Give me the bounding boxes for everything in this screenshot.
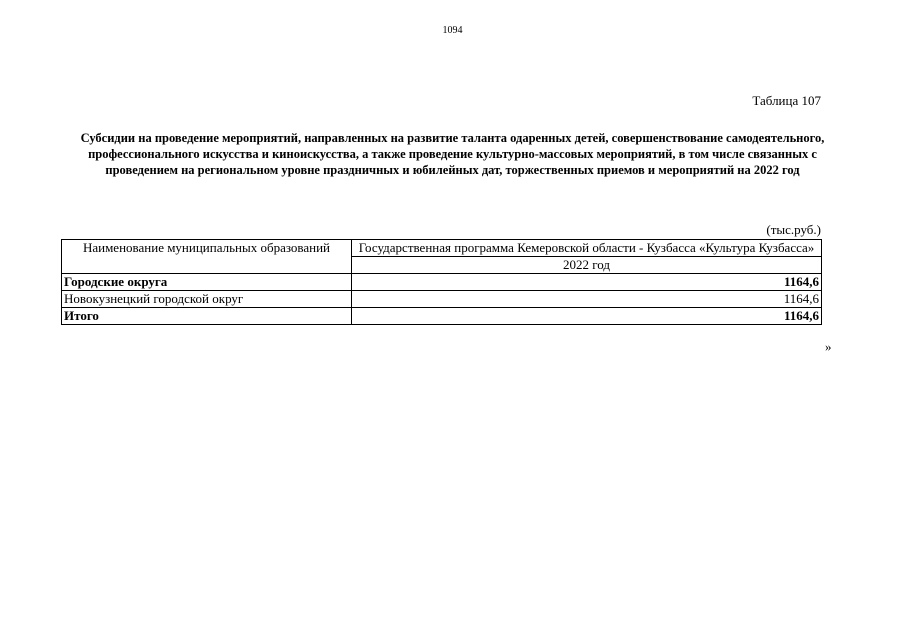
row-name: Новокузнецкий городской округ xyxy=(62,291,352,308)
row-value: 1164,6 xyxy=(352,291,822,308)
row-name: Итого xyxy=(62,308,352,325)
row-name: Городские округа xyxy=(62,274,352,291)
table-row xyxy=(62,274,822,291)
units-label: (тыс.руб.) xyxy=(766,222,821,237)
table-row xyxy=(62,291,822,308)
header-program: Государственная программа Кемеровской области - Кузбасса «Культура Кузбасса» xyxy=(352,240,822,257)
table-header-row xyxy=(62,240,822,257)
page-number: 1094 xyxy=(442,25,463,36)
subsidy-table xyxy=(61,239,822,325)
header-year: 2022 год xyxy=(352,257,822,274)
row-value: 1164,6 xyxy=(352,274,822,291)
row-value: 1164,6 xyxy=(352,308,822,325)
table-row-total xyxy=(62,308,822,325)
closing-quote-mark: » xyxy=(825,339,832,354)
document-title: Субсидии на проведение мероприятий, направленных на развитие таланта одаренных детей, совершенствование самодеятельного, профессионального искусства и киноискусства, а также проведение культурно-массовых мероприятий, в том числе связанных с проведением на региональном уровне праздничных и юбилейных дат, торжественных приемов и мероприятий на 2022 год xyxy=(80,131,825,177)
header-municipality: Наименование муниципальных образований xyxy=(62,240,352,274)
table-label: Таблица 107 xyxy=(752,93,821,108)
